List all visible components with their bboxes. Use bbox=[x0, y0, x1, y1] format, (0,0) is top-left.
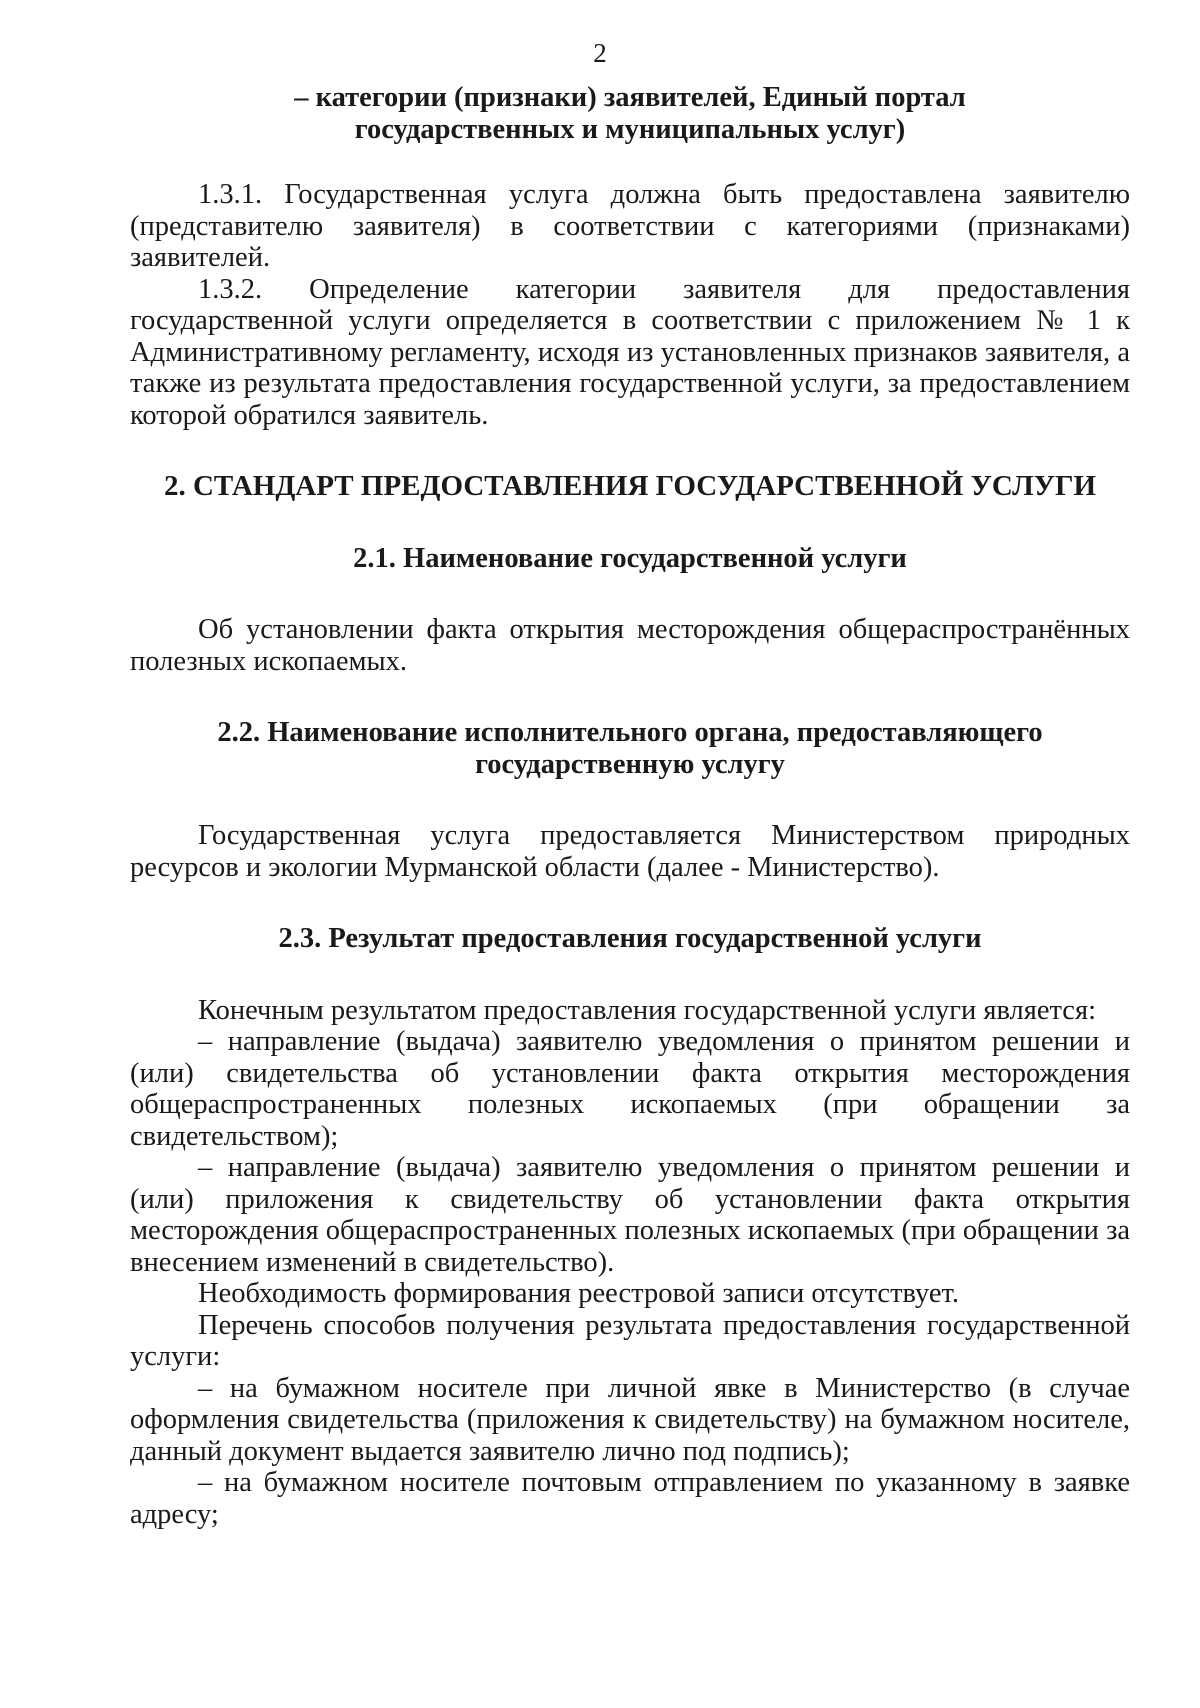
intro-heading-line-1: – категории (признаки) заявителей, Единый портал bbox=[294, 82, 966, 113]
section-2-3-list-item: – направление (выдача) заявителю уведомления о принятом решении и (или) свидетельства об установлении факта открытия месторождения общераспространенных полезных ископаемых (при обращении за свидетельством); bbox=[130, 1026, 1130, 1152]
intro-heading-line-2: государственных и муниципальных услуг) bbox=[354, 113, 906, 145]
section-2-3-paragraph: Перечень способов получения результата предоставления государственной услуги: bbox=[130, 1309, 1130, 1372]
paragraph-1-3-2: 1.3.2. Определение категории заявителя для предоставления государственной услуги определяется в соответствии с приложением № 1 к Административному регламенту, исходя из установленных признаков заявителя, а также из результата предоставления государственной услуги, за предоставлением которой обратился заявитель. bbox=[130, 273, 1130, 431]
section-2-2-heading-line-2: государственную услугу bbox=[475, 748, 785, 780]
section-2-title: 2. СТАНДАРТ ПРЕДОСТАВЛЕНИЯ ГОСУДАРСТВЕННОЙ УСЛУГИ bbox=[163, 470, 1097, 502]
section-2-2-text: Государственная услуга предоставляется Министерством природных ресурсов и экологии Мурманской области (далее - Министерство). bbox=[130, 820, 1130, 883]
section-2-3-paragraph: Конечным результатом предоставления государственной услуги является: bbox=[198, 994, 1096, 1026]
section-2-2-heading bbox=[130, 717, 1130, 780]
section-2-1-heading: 2.1. Наименование государственной услуги bbox=[353, 542, 907, 574]
paragraph-1-3-1: 1.3.1. Государственная услуга должна быть предоставлена заявителю (представителю заявителя) в соответствии с категориями (признаками) заявителей. bbox=[130, 179, 1130, 273]
section-2-3-list-item: – на бумажном носителе при личной явке в Министерство (в случае оформления свидетельства (приложения к свидетельству) на бумажном носителе, данный документ выдается заявителю лично под подпись); bbox=[130, 1372, 1130, 1467]
section-2-3-list-item: – на бумажном носителе почтовым отправлением по указанному в заявке адресу; bbox=[130, 1467, 1130, 1530]
section-2-1-text: Об установлении факта открытия месторождения общераспространённых полезных ископаемых. bbox=[130, 614, 1130, 677]
section-2-2-heading-line-1: 2.2. Наименование исполнительного органа, предоставляющего bbox=[217, 717, 1043, 748]
section-2-3-heading: 2.3. Результат предоставления государственной услуги bbox=[278, 923, 982, 954]
section-2-3-list-item: – направление (выдача) заявителю уведомления о принятом решении и (или) приложения к свидетельству об установлении факта открытия месторождения общераспространенных полезных ископаемых (при обращении за внесением изменений в свидетельство). bbox=[130, 1152, 1130, 1278]
document-body bbox=[130, 82, 1130, 1530]
intro-heading bbox=[130, 82, 1130, 145]
page-number: 2 bbox=[593, 38, 607, 68]
section-2-3-paragraph: Необходимость формирования реестровой записи отсутствует. bbox=[198, 1278, 959, 1309]
